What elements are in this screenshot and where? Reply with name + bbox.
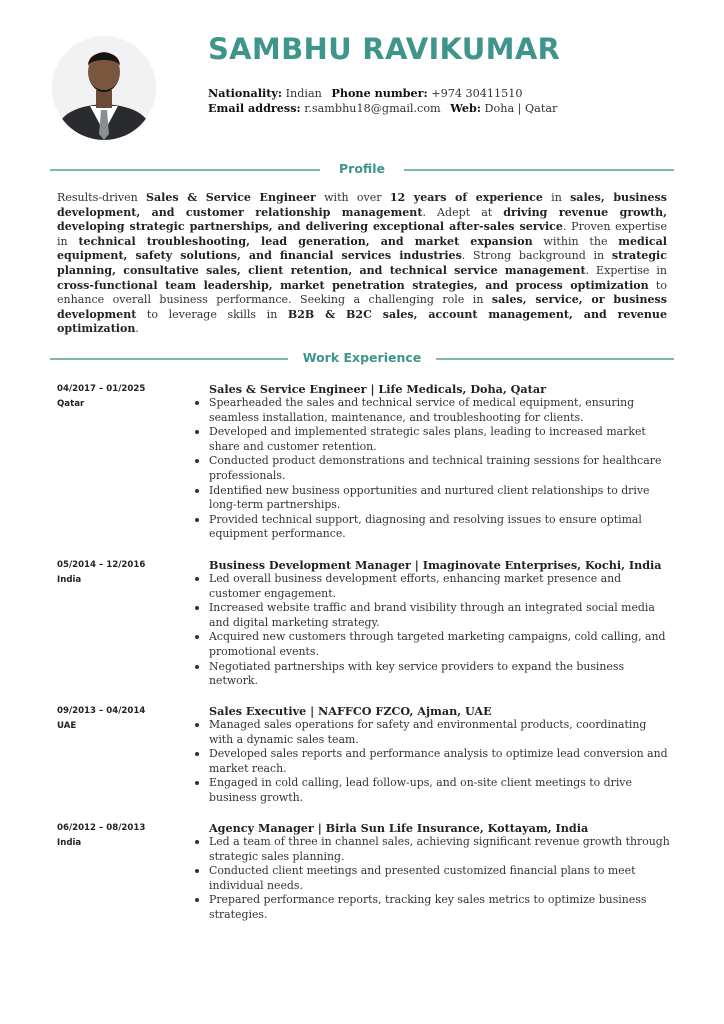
list-item: Conducted client meetings and presented customized financial plans to meet individual needs. xyxy=(209,864,671,893)
job-title: Agency Manager | Birla Sun Life Insurance, Kottayam, India xyxy=(209,821,589,835)
profile-photo xyxy=(52,36,156,140)
profile-section-header xyxy=(50,161,674,177)
list-item: Led a team of three in channel sales, achieving significant revenue growth through strategic sales planning. xyxy=(209,835,670,863)
profile-highlight: driving revenue growth, developing strategic partnerships, and delivering exceptional after-sales service xyxy=(57,205,668,234)
list-item: Spearheaded the sales and technical service of medical equipment, ensuring seamless installation, maintenance, and troubleshooting for clients. xyxy=(209,396,671,425)
job-bullets xyxy=(209,396,671,542)
list-item: Conducted product demonstrations and technical training sessions for healthcare professionals. xyxy=(209,454,671,483)
experience-heading: Work Experience xyxy=(302,350,422,365)
job-dates: 06/2012 – 08/2013 xyxy=(57,823,146,833)
person-portrait-icon xyxy=(52,36,156,140)
list-item: Developed sales reports and performance analysis to optimize lead conversion and market reach. xyxy=(209,747,671,776)
list-item: Engaged in cold calling, lead follow-ups, and on-site client meetings to drive business growth. xyxy=(209,776,671,805)
job-bullets xyxy=(209,718,671,806)
candidate-name: SAMBHU RAVIKUMAR xyxy=(208,32,561,66)
experience-section-header xyxy=(50,350,674,366)
profile-text-run: to enhance overall business performance. Seeking a challenging role in xyxy=(57,278,667,307)
profile-highlight: 12 years of experience xyxy=(389,191,543,204)
job-location: UAE xyxy=(57,721,77,731)
list-item: Negotiated partnerships with key service providers to expand the business network. xyxy=(209,660,671,689)
profile-highlight: Sales & Service Engineer xyxy=(146,191,316,204)
job-location: India xyxy=(57,838,82,848)
job-bullets xyxy=(209,572,671,689)
job-title: Sales Executive | NAFFCO FZCO, Ajman, UAE xyxy=(209,704,492,718)
profile-text-run: . xyxy=(135,322,139,336)
profile-highlight: sales, business development, and customer relationship management xyxy=(57,191,667,219)
job-title: Sales & Service Engineer | Life Medicals, Doha, Qatar xyxy=(209,382,546,396)
profile-text-run: within the xyxy=(532,234,619,248)
job-dates: 04/2017 – 01/2025 xyxy=(57,384,146,394)
phone-value[interactable]: +974 30411510 xyxy=(431,87,523,100)
profile-heading: Profile xyxy=(339,161,385,176)
job-bullets xyxy=(209,835,671,923)
profile-highlight: strategic planning, consultative sales, client retention, and technical service management xyxy=(57,249,667,277)
job-title: Business Development Manager | Imaginovate Enterprises, Kochi, India xyxy=(209,558,662,572)
profile-text-run: in xyxy=(542,191,571,204)
list-item: Increased website traffic and brand visibility through an integrated social media and digital marketing strategy. xyxy=(209,601,671,630)
contact-line-1 xyxy=(208,86,557,101)
job-location: Qatar xyxy=(57,399,85,409)
profile-text-run: . Strong background in xyxy=(461,249,612,263)
profile-summary xyxy=(57,191,667,337)
contact-line-2 xyxy=(208,101,557,116)
profile-text-run: Results-driven xyxy=(57,191,147,204)
profile-highlight: medical equipment, safety solutions, and financial services industries xyxy=(57,234,667,263)
profile-highlight: cross-functional team leadership, market penetration strategies, and process optimization xyxy=(57,278,649,292)
profile-highlight: technical troubleshooting, lead generation, and market expansion xyxy=(78,234,533,248)
profile-highlight: sales, service, or business development xyxy=(57,293,667,321)
email-label: Email address: xyxy=(208,101,301,115)
job-location: India xyxy=(57,575,82,585)
list-item: Prepared performance reports, tracking key sales metrics to optimize business strategies. xyxy=(209,893,671,922)
profile-text-run: . Adept at xyxy=(422,205,504,219)
profile-text-run: . Proven expertise in xyxy=(57,220,667,248)
phone-label: Phone number: xyxy=(331,86,428,100)
list-item: Provided technical support, diagnosing and resolving issues to ensure optimal equipment performance. xyxy=(209,513,671,542)
list-item: Developed and implemented strategic sales plans, leading to increased market share and customer retention. xyxy=(209,425,671,454)
profile-text-run: . Expertise in xyxy=(585,263,668,277)
nationality-value: Indian xyxy=(285,87,322,100)
job-dates: 09/2013 – 04/2014 xyxy=(57,706,146,716)
nationality-label: Nationality: xyxy=(208,86,283,100)
profile-highlight: B2B & B2C sales, account management, and revenue optimization xyxy=(57,307,667,336)
profile-text-run: with over xyxy=(315,191,390,204)
email-value[interactable]: r.sambhu18@gmail.com xyxy=(304,102,441,115)
list-item: Led overall business development efforts, enhancing market presence and customer engagement. xyxy=(209,572,671,601)
profile-text-run: to leverage skills in xyxy=(136,307,288,321)
web-value: Doha | Qatar xyxy=(484,102,558,115)
contact-info xyxy=(208,86,557,116)
web-label: Web: xyxy=(450,101,481,115)
list-item: Managed sales operations for safety and environmental products, coordinating with a dynamic sales team. xyxy=(209,718,671,747)
list-item: Identified new business opportunities and nurtured client relationships to drive long-term partnerships. xyxy=(209,484,671,513)
list-item: Acquired new customers through targeted marketing campaigns, cold calling, and promotional events. xyxy=(209,630,671,659)
job-dates: 05/2014 – 12/2016 xyxy=(57,560,146,570)
